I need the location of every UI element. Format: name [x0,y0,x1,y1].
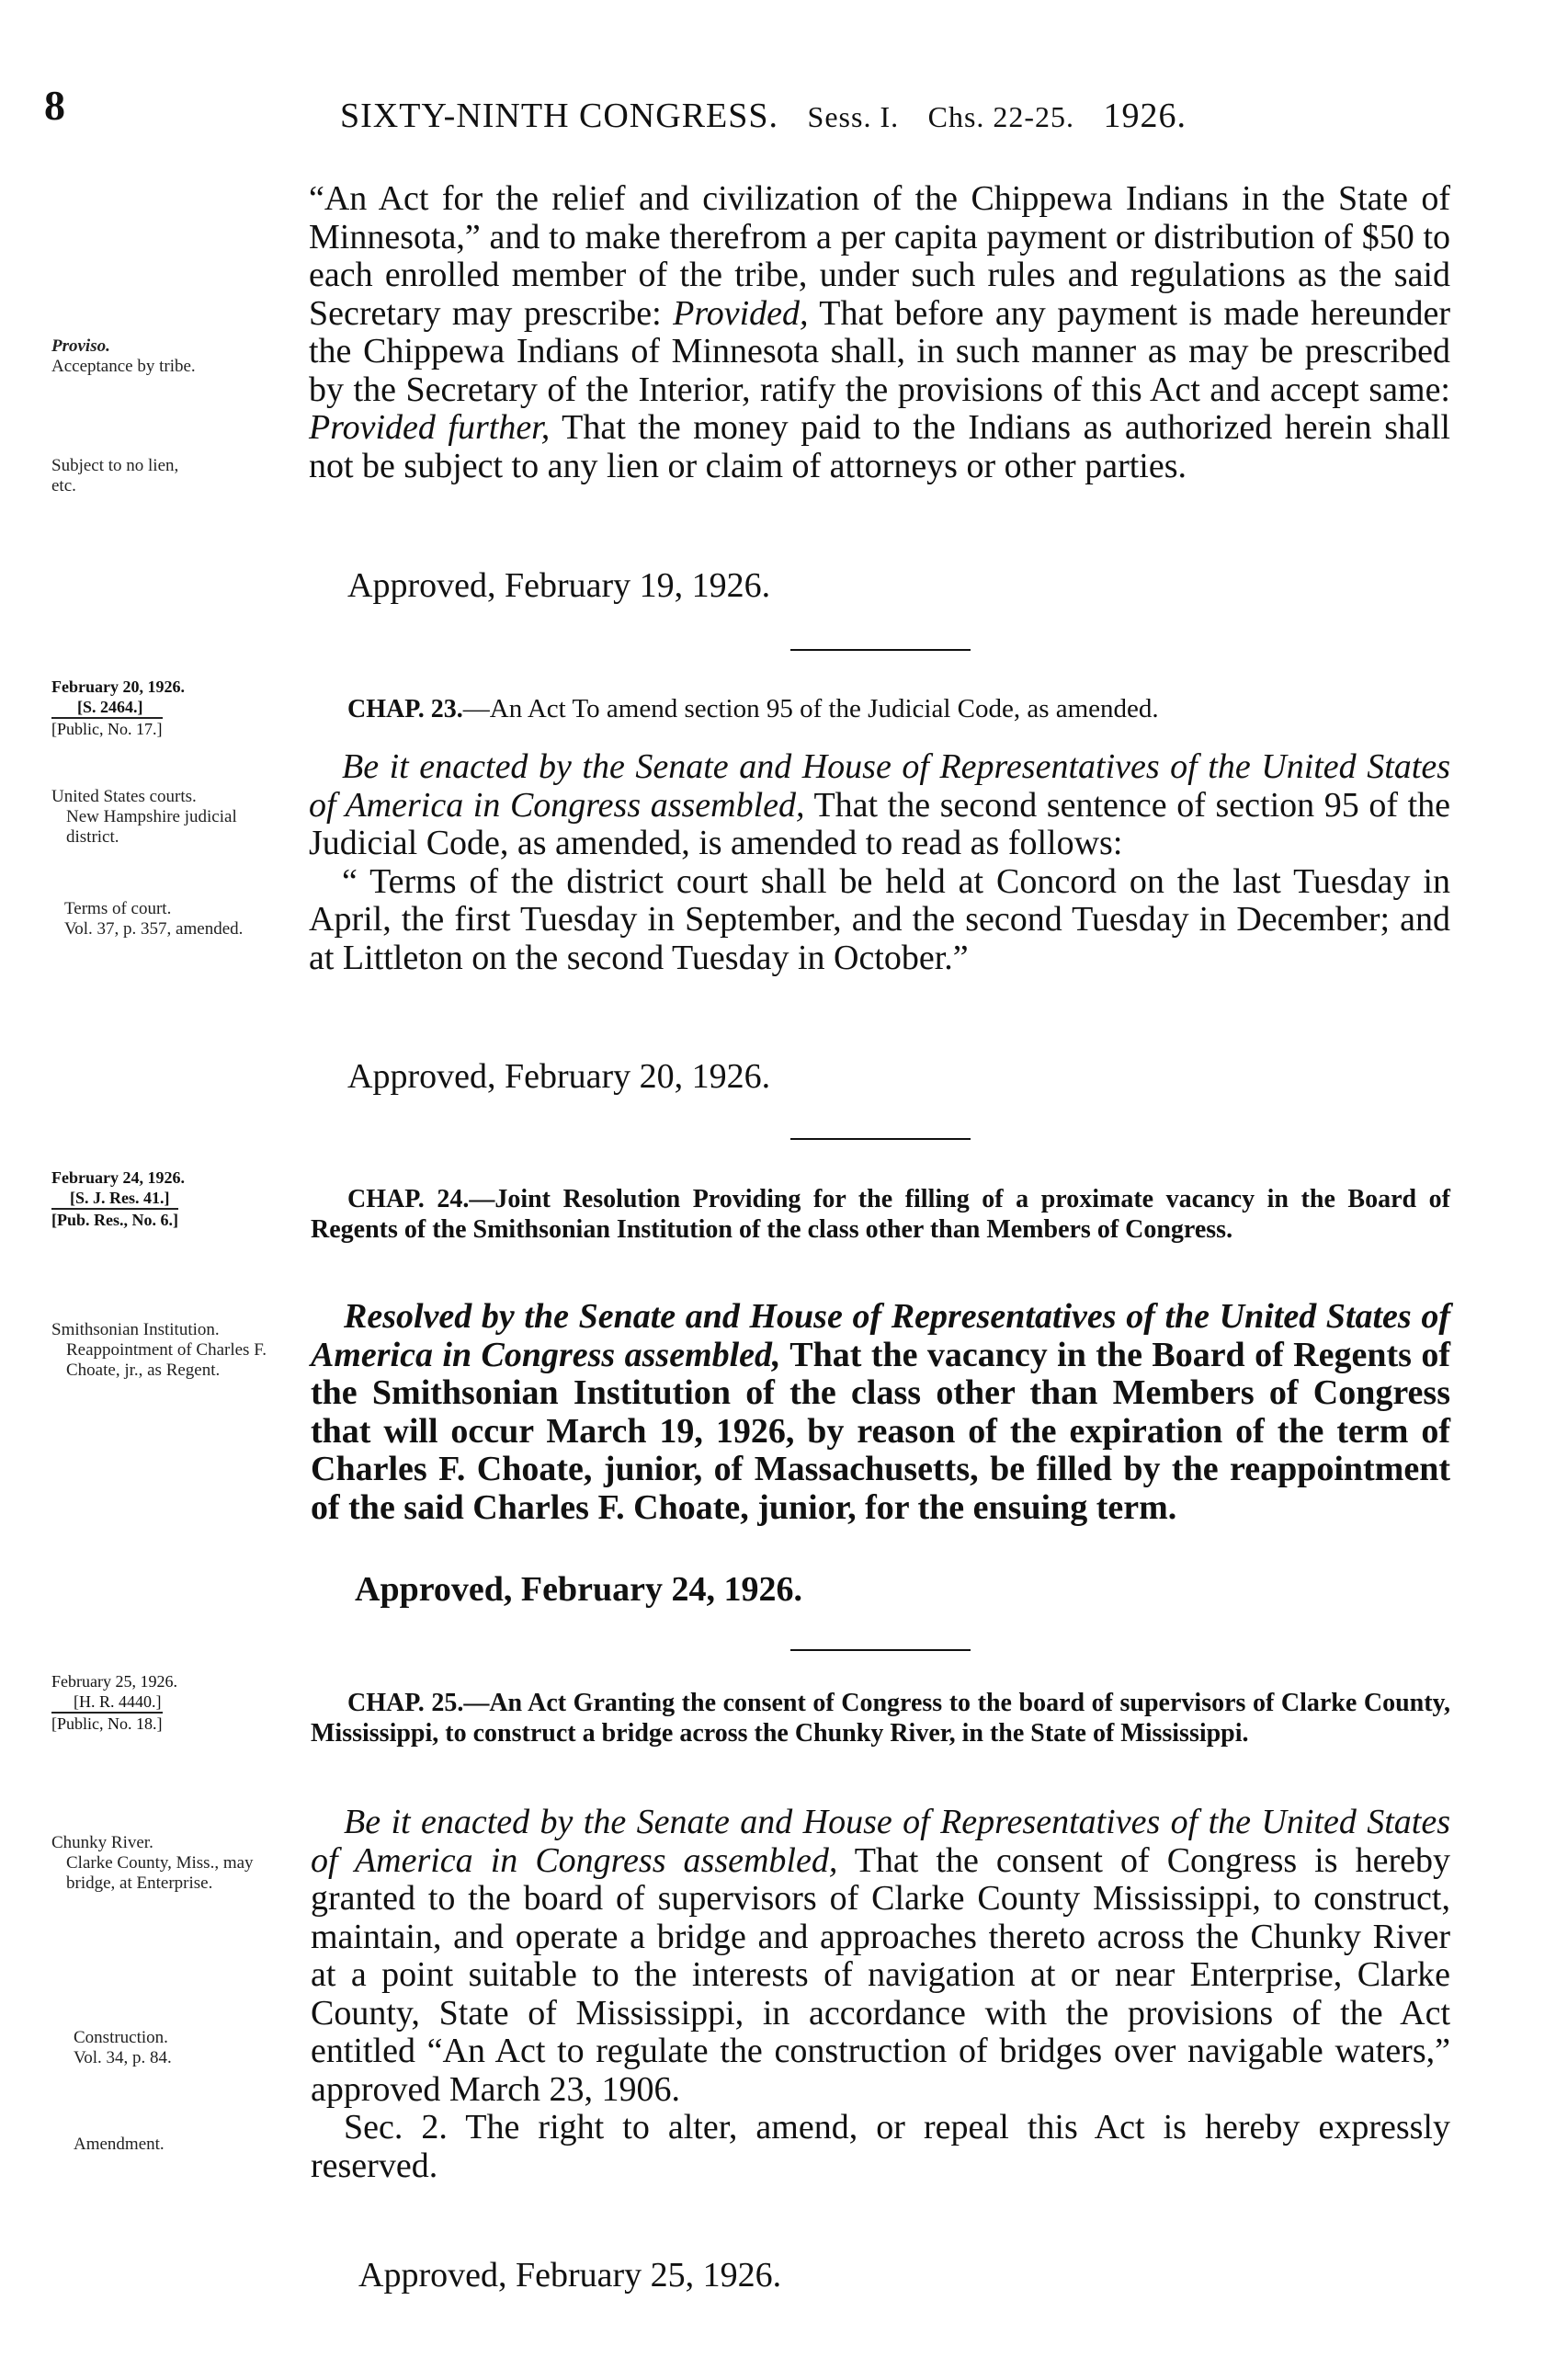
margin-construction: Construction. [74,2028,168,2047]
ch25-body [311,1804,1450,2185]
ch24-heading [311,1184,1450,1245]
ch24-chap-title: —Joint Resolution Providing for the filling of a proximate vacancy in the Board of Regents of the Smithsonian Institution of the class other than Members of Congress. [311,1185,1450,1244]
ch24-public: [Pub. Res., No. 6.] [51,1208,178,1230]
margin-vol: Vol. 37, p. 357, amended. [64,919,244,939]
ch23-bill: [S. 2464.] [77,698,143,716]
ch23-text: That the second sentence of section 95 of the Judicial Code, as amended, is amended to read as follows: [309,785,1450,862]
ch24-paragraph [311,1298,1450,1527]
ch22-text-part3: That the money paid to the Indians as authorized herein shall not be subject to any lien or claim of attorneys or other parties. [309,408,1450,485]
ch22-text-part2: That before any payment is made hereunder the Chippewa Indians of Minnesota shall, in such manner as may be prescribed by the Secretary of the Interior, ratify the provisions of this Act and accept same: [309,293,1450,409]
margin-nh: New Hampshire judicial district. [66,807,237,847]
running-head-year: 1926. [1103,97,1187,135]
ch25-public: [Public, No. 18.] [51,1712,163,1734]
ch25-chap-label: CHAP. 25. [347,1689,464,1717]
divider-rule [790,1138,971,1140]
ch24-approved: Approved, February 24, 1926. [355,1570,802,1609]
ch25-enacting-clause: Be it enacted by the Senate and House of Representatives of the United States of America in Congress assembled, [311,1803,1450,1880]
ch23-heading [347,693,1450,725]
ch23-quote: “ Terms of the district court shall be held at Concord on the last Tuesday in April, the first Tuesday in September, and the second Tuesday in December; and at Littleton on the second Tuesday in October.” [309,861,1450,977]
ch25-sec2-text: The right to alter, amend, or repeal this Act is hereby expressly reserved. [311,2108,1450,2185]
ch22-approved: Approved, February 19, 1926. [347,566,771,605]
ch25-approved: Approved, February 25, 1926. [358,2256,782,2295]
running-head-congress: SIXTY-NINTH CONGRESS. [340,97,779,135]
ch23-enacting-clause: Be it enacted by the Senate and House of Representatives of the United States of America in Congress assembled, [309,747,1450,825]
running-head [340,96,1187,136]
ch22-text-part1: “An Act for the relief and civilization of the Chippewa Indians in the State of Minnesota,” and to make therefrom a per capita payment or distribution of $50 to each enrolled member of the tribe, under such rules and regulations as the said Secretary may prescribe: [309,179,1450,333]
margin-smithsonian: Smithsonian Institution. [51,1320,220,1339]
margin-reappoint: Reappointment of Charles F. Choate, jr., as Regent. [66,1340,267,1380]
ch23-margin-courts [51,787,292,848]
ch25-paragraph [311,1804,1450,2109]
ch24-text: That the vacancy in the Board of Regents of the Smithsonian Institution of the class other than Members of Congress that will occur March 19, 1926, by reason of the expiration of the term of Charles F. Choate, junior, of Massachusetts, be filled by the reappointment of the said Charles F. Choate, junior, for the ensuing term. [311,1335,1450,1527]
ch23-chap-title: —An Act To amend section 95 of the Judicial Code, as amended. [462,694,1159,723]
page-number: 8 [44,82,65,129]
ch25-margin-chunky [51,1833,305,1894]
margin-vol-34: Vol. 34, p. 84. [74,2048,172,2067]
ch25-margin-construction [51,2028,292,2068]
ch24-body [311,1298,1450,1527]
ch25-side-date [51,1671,244,1734]
ch25-bill: [H. R. 4440.] [74,1692,162,1711]
ch24-resolving-clause: Resolved by the Senate and House of Representatives of the United States of America in Congress assembled, [311,1297,1450,1374]
ch22-paragraph [309,180,1450,485]
ch24-margin-smithsonian [51,1320,300,1381]
ch23-chap-label: CHAP. 23. [347,695,463,723]
ch22-margin-proviso [51,336,290,377]
divider-rule [790,649,971,651]
ch23-side-date [51,677,235,739]
ch24-date: February 24, 1926. [51,1168,185,1187]
ch22-proviso1: Provided, [673,293,809,333]
ch23-margin-terms [51,899,292,939]
ch25-sec2 [311,2109,1450,2185]
ch23-body [309,748,1450,977]
ch23-public: [Public, No. 17.] [51,717,163,739]
ch22-proviso2: Provided further, [309,408,551,447]
margin-acceptance: Acceptance by tribe. [51,357,196,376]
ch25-heading [311,1688,1450,1748]
margin-courts: United States courts. [51,787,197,806]
ch22-margin-subject: Subject to no lien, etc. [51,456,179,495]
ch24-bill: [S. J. Res. 41.] [70,1189,170,1207]
ch25-date: February 25, 1926. [51,1672,177,1691]
ch25-sec2-label: Sec. 2. [344,2108,448,2147]
ch25-chap-title: —An Act Granting the consent of Congress to the board of supervisors of Clarke County, Mississippi, to construct a bridge across the Chunky River, in the State of Mississippi. [311,1689,1450,1748]
margin-chunky: Chunky River. [51,1833,153,1852]
ch22-body [309,180,1450,485]
running-head-chapters: Chs. 22-25. [927,100,1075,133]
divider-rule [790,1649,971,1651]
ch24-side-date [51,1167,235,1230]
ch25-text: That the consent of Congress is hereby granted to the board of supervisors of Clarke County Mississippi, to construct, maintain, and operate a bridge and approaches thereto across the Chunky River at a point suitable to the interests of navigation at or near Enterprise, Clarke County, State of Mississippi, in accordance with the provisions of the Act entitled “An Act to regulate the construction of bridges over navigable waters,” approved March 23, 1906. [311,1840,1450,2109]
ch24-chap-label: CHAP. 24. [347,1185,470,1213]
ch23-approved: Approved, February 20, 1926. [347,1057,771,1096]
margin-terms: Terms of court. [64,899,172,918]
ch25-margin-amendment: Amendment. [74,2135,165,2154]
ch23-paragraph [309,748,1450,863]
running-head-session: Sess. I. [807,100,900,133]
ch23-date: February 20, 1926. [51,678,185,696]
margin-proviso: Proviso. [51,336,110,356]
margin-clarke: Clarke County, Miss., may bridge, at Enterprise. [66,1853,254,1893]
